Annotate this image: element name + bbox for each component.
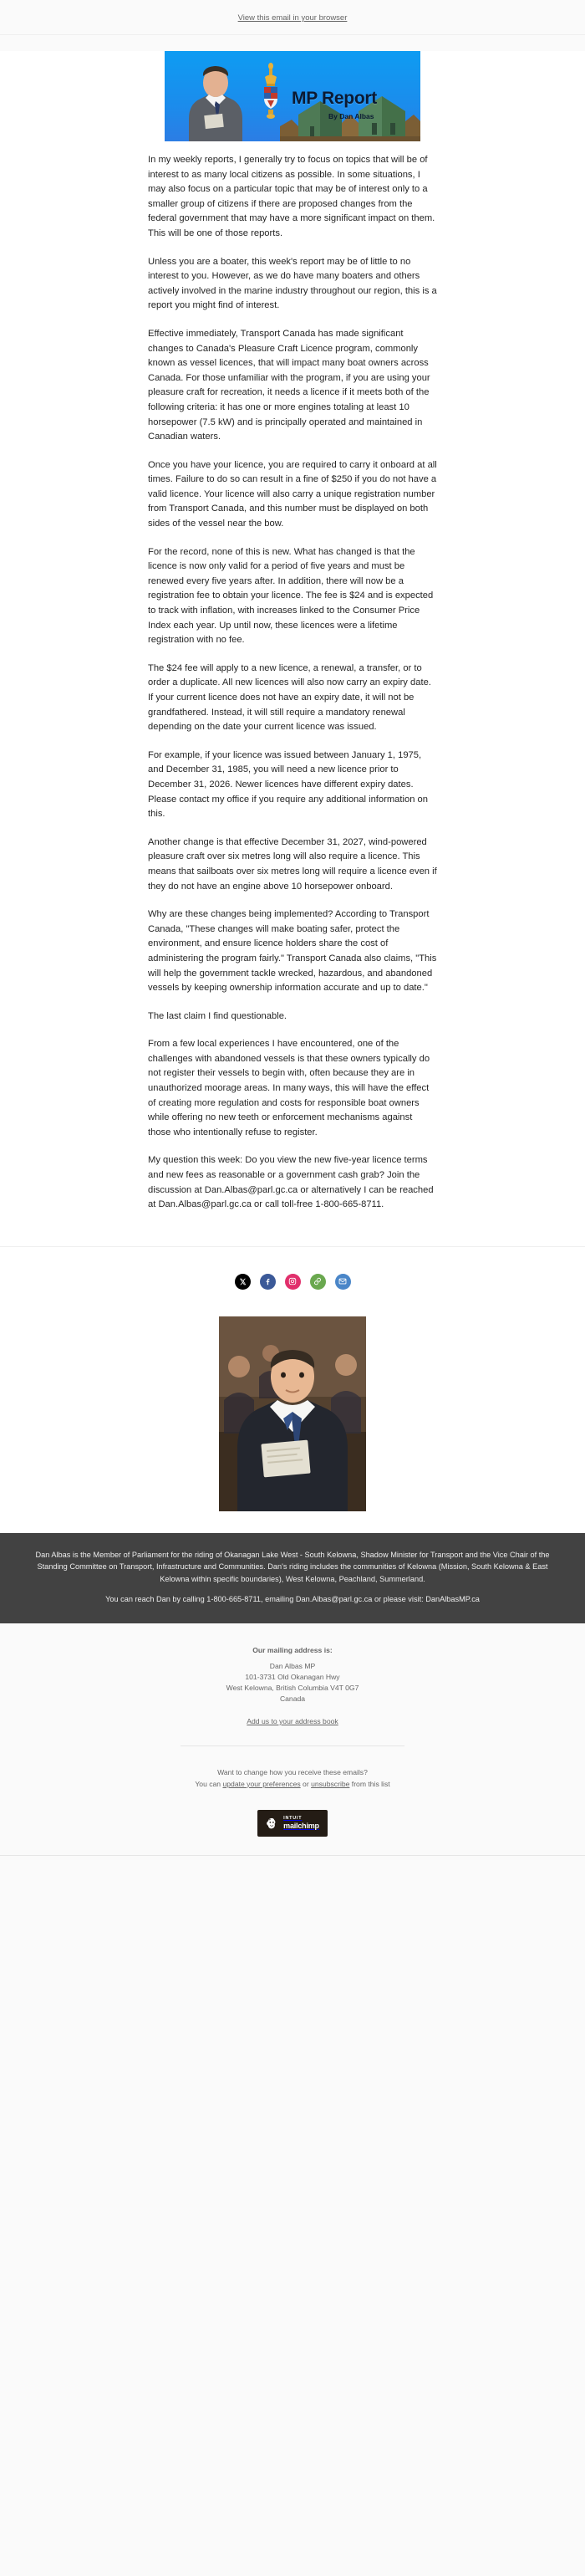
mp-contact-text: You can reach Dan by calling 1-800-665-8711, emailing Dan.Albas@parl.gc.ca or please visit: DanAlbasMP.ca <box>105 1594 480 1603</box>
banner-title: MP Report <box>292 89 377 108</box>
mp-report-banner-image <box>165 51 420 141</box>
parliament-crest-icon <box>258 61 283 121</box>
mp-photo-graphic <box>219 1316 366 1511</box>
update-preferences-link[interactable]: update your preferences <box>222 1779 301 1788</box>
intuit-label: INTUIT <box>283 1815 303 1821</box>
page-tail-spacer <box>0 1856 585 1869</box>
body-paragraph: For example, if your licence was issued between January 1, 1975, and December 31, 1985, you will need a new licence prior to December 31, 2026. Newer licences have different expiry dates. Please contact my office if you require any additional information on this. <box>148 749 428 820</box>
body-paragraph: From a few local experiences I have encountered, one of the challenges with abandoned vessels is that these owners typically do not register their vessels to begin with, often because they are in unauthorized moorage areas. In many ways, this will have the effect of creating more regulation and costs for responsible boat owners while offering no new teeth or enforcement mechanisms against those who intentionally refuse to register. <box>148 1039 430 1137</box>
unsubscribe-link[interactable]: unsubscribe <box>311 1779 350 1788</box>
preheader-bar <box>0 0 585 35</box>
prefs-actions <box>0 1779 585 1790</box>
address-line: West Kelowna, British Columbia V4T 0G7 <box>226 1684 359 1693</box>
mailchimp-label: mailchimp <box>283 1822 319 1831</box>
address-line: 101-3731 Old Okanagan Hwy <box>245 1673 340 1682</box>
footer-divider <box>181 1745 404 1746</box>
body-paragraph: Another change is that effective December 31, 2027, wind-powered pleasure craft over six metres long will also require a licence. This means that sailboats over six metres long will require a licence even if they do not have an engine above 10 horsepower onboard. <box>148 836 437 892</box>
mailchimp-wordmark <box>283 1817 319 1830</box>
body-paragraph: My question this week: Do you view the new five-year licence terms and new fees as reasonable or a government cash grab? Join the discussion at Dan.Albas@parl.gc.ca or alternatively I can be reached at Dan.Albas@parl.gc.ca or call toll-free 1-800-665-8711. <box>148 1155 434 1210</box>
mailchimp-badge[interactable] <box>257 1810 328 1837</box>
mailing-address-title: Our mailing address is: <box>252 1646 333 1655</box>
newsletter-body <box>147 141 438 1221</box>
banner-byline: By Dan Albas <box>328 112 374 120</box>
mp-bio-text: Dan Albas is the Member of Parliament for the riding of Okanagan Lake West - South Kelowna, Shadow Minister for Transport and the Vice Chair of the Standing Committee on Transport, Infrastructure and Communities. Dan's riding includes the communities of Kelowna (Mission, South Kelowna & East Kelowna within specific boundaries), West Kelowna, Peachland, Summerland. <box>35 1550 550 1583</box>
prefs-suffix: from this list <box>349 1779 390 1788</box>
link-glyph <box>313 1277 322 1285</box>
facebook-icon[interactable] <box>260 1274 276 1290</box>
body-paragraph: Once you have your licence, you are required to carry it onboard at all times. Failure to do so can result in a fine of $250 if you do not have a valid licence. Your licence will also carry a unique registration number from Transport Canada, and this number must be displayed on both sides of the vessel near the bow. <box>148 459 437 529</box>
body-paragraph: Unless you are a boater, this week's report may be of little to no interest to you. However, as we do have many boaters and others actively involved in the marine industry throughout our region, this is a report you might find of interest. <box>148 256 437 311</box>
body-paragraph: Why are these changes being implemented? According to Transport Canada, "These changes will make boating safer, protect the environment, and ensure licence holders share the cost of administering the program fairly." Transport Canada also claims, "This will help the government tackle wrecked, hazardous, and abandoned vessels by keeping ownership information accurate and up to date." <box>148 909 437 994</box>
facebook-glyph <box>264 1278 272 1285</box>
email-preferences-band <box>0 1751 585 1790</box>
website-link-icon[interactable] <box>310 1274 326 1290</box>
mp-parliament-photo <box>219 1316 366 1511</box>
mp-bio-band <box>0 1533 585 1623</box>
add-to-address-book-link[interactable]: Add us to your address book <box>247 1717 338 1726</box>
view-in-browser-link[interactable]: View this email in your browser <box>237 13 348 23</box>
instagram-glyph <box>288 1277 297 1285</box>
mailing-address-band <box>0 1623 585 1751</box>
prefs-question: Want to change how you receive these emails? <box>217 1768 368 1777</box>
body-paragraph: The $24 fee will apply to a new licence, a renewal, a transfer, or to order a duplicate. All new licences will also now carry an expiry date. If your current licence does not have an expiry date, it will not be grandfathered. Instead, it will still require a mandatory renewal depending on the date your current licence was issued. <box>148 662 431 733</box>
instagram-icon[interactable] <box>285 1274 301 1290</box>
social-links-band <box>0 1246 585 1308</box>
body-paragraph: The last claim I find questionable. <box>148 1010 287 1021</box>
mailchimp-freddie-icon <box>264 1816 279 1831</box>
body-paragraph: In my weekly reports, I generally try to focus on topics that will be of interest to as many local citizens as possible. In some situations, I may also focus on a particular topic that may be of interest only to a smaller group of citizens if there are proposed changes from the federal government that may have a more significant impact on them. This will be one of those reports. <box>148 155 435 238</box>
mp-banner-portrait <box>180 63 252 141</box>
email-icon[interactable] <box>335 1274 351 1290</box>
prefs-prefix: You can <box>195 1779 223 1788</box>
x-twitter-icon[interactable] <box>235 1274 251 1290</box>
social-links-row <box>0 1274 585 1290</box>
prefs-separator: or <box>300 1779 312 1788</box>
envelope-glyph <box>338 1277 347 1285</box>
body-paragraph: For the record, none of this is new. What has changed is that the licence is now only valid for a period of five years and must be renewed every five years after. In addition, there will now be a registration fee to obtain your licence. The fee is $24 and is expected to track with inflation, with increases linked to the Consumer Price Index each year. Up until now, these licences were a lifetime registration with no fee. <box>148 546 434 646</box>
body-paragraph: Effective immediately, Transport Canada has made significant changes to Canada's Pleasure Craft Licence program, commonly known as vessel licences, that will impact many boat owners across Canada. For those unfamiliar with the program, if you are using your pleasure craft for recreation, it needs a licence if it meets both of the following criteria: it has one or more engines totaling at least 10 horsepower (7.5 kW) and is principally operated and maintained in Canadian waters. <box>148 328 430 442</box>
address-line: Dan Albas MP <box>269 1662 316 1671</box>
x-twitter-glyph <box>239 1278 247 1285</box>
mailchimp-badge-band <box>0 1790 585 1855</box>
email-body <box>0 51 585 1533</box>
mp-photo-section <box>0 1308 585 1533</box>
address-line: Canada <box>279 1694 306 1704</box>
email-content-card <box>147 51 438 1221</box>
